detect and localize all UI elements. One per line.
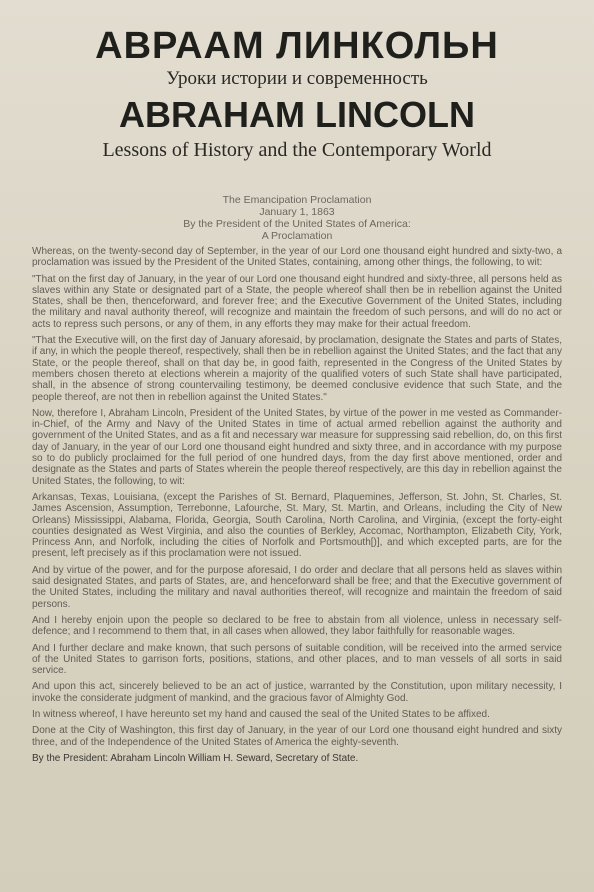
signature-line: By the President: Abraham Lincoln William H. Seward, Secretary of State. bbox=[32, 752, 359, 764]
subtitle-russian: Уроки истории и современность bbox=[166, 68, 428, 89]
paragraph: Whereas, on the twenty-second day of September, in the year of our Lord one thousand eight hundred and sixty-two, a proclamation was issued by the President of the United States, containing, among other things, the following, to wit: bbox=[32, 246, 562, 269]
paragraph: "That the Executive will, on the first day of January aforesaid, by proclamation, designate the States and parts of States, if any, in which the people thereof, respectively, shall then be in rebellion against the United States; and the fact that any State, or the people thereof, shall on that day be, in good faith, represented in the Congress of the United States by members chosen thereto at elections wherein a majority of the qualified voters of such State shall have participated, shall, in the absence of strong countervailing testimony, be deemed conclusive evidence that such State, and the people thereof, are not then in rebellion against the United States." bbox=[32, 335, 562, 403]
paragraph: And upon this act, sincerely believed to be an act of justice, warranted by the Constitution, upon military necessity, I invoke the considerate judgment of mankind, and the gracious favor of Almighty God. bbox=[32, 681, 562, 704]
paragraph: And I hereby enjoin upon the people so declared to be free to abstain from all violence, unless in necessary self-defence; and I recommend to them that, in all cases when allowed, they labor faithfully for reasonable wages. bbox=[32, 614, 562, 638]
document-date: January 1, 1863 bbox=[259, 206, 335, 218]
paragraph: "That on the first day of January, in the year of our Lord one thousand eight hundred and sixty-three, all persons held as slaves within any State or designated part of a State, the people whereof shall then be in rebellion against the United States, shall be then, thenceforward, and forever free; and the Executive Government of the United States, including the military and naval authority thereof, will recognize and maintain the freedom of such persons, and will do no act or acts to repress such persons, or any of them, in any efforts they may make for their actual freedom. bbox=[32, 273, 562, 330]
subtitle-english: Lessons of History and the Contemporary World bbox=[102, 139, 492, 161]
paragraph: And by virtue of the power, and for the purpose aforesaid, I do order and declare that all persons held as slaves within said designated States, and parts of States, are, and henceforward shall be free; and that the Executive government of the United States, including the military and naval authorities thereof, will recognize and maintain the freedom of said persons. bbox=[32, 564, 562, 610]
document-type: A Proclamation bbox=[261, 230, 333, 242]
paragraph: In witness whereof, I have hereunto set my hand and caused the seal of the United States to be affixed. bbox=[32, 708, 490, 720]
document-heading bbox=[32, 194, 562, 242]
title-english: ABRAHAM LINCOLN bbox=[119, 94, 475, 135]
paragraph: Done at the City of Washington, this first day of January, in the year of our Lord one thousand eight hundred and sixty three, and of the Independence of the United States of America the eighty-seventh. bbox=[32, 725, 562, 748]
document-title: The Emancipation Proclamation bbox=[222, 194, 372, 206]
paragraph: Arkansas, Texas, Louisiana, (except the Parishes of St. Bernard, Plaquemines, Jefferson, St. John, St. Charles, St. James Ascension, Assumption, Terrebonne, Lafourche, St. Mary, St. Martin, and Orleans, including the City of New Orleans) Mississippi, Alabama, Florida, Georgia, South Carolina, North Carolina, and Virginia, (except the forty-eight counties designated as West Virginia, and also the counties of Berkley, Accomac, Northampton, Elizabeth City, York, Princess Ann, and Norfolk, including the cities of Norfolk and Portsmouth[)], and which excepted parts, are for the present, left precisely as if this proclamation were not issued. bbox=[32, 491, 562, 560]
document-author-line: By the President of the United States of America: bbox=[183, 218, 411, 230]
document-body bbox=[32, 246, 562, 764]
paragraph: And I further declare and make known, that such persons of suitable condition, will be received into the armed service of the United States to garrison forts, positions, stations, and other places, and to man vessels of all sorts in said service. bbox=[32, 642, 562, 677]
title-russian: АВРААМ ЛИНКОЛЬН bbox=[95, 25, 499, 67]
paragraph: Now, therefore I, Abraham Lincoln, President of the United States, by virtue of the power in me vested as Commander-in-Chief, of the Army and Navy of the United States in time of actual armed rebellion against the authority and government of the United States, and as a fit and necessary war measure for suppressing said rebellion, do, on this first day of January, in the year of our Lord one thousand eight hundred and sixty three, and in accordance with my purpose so to do publicly proclaimed for the full period of one hundred days, from the day first above mentioned, order and designate as the States and parts of States wherein the people thereof respectively, are this day in rebellion against the United States, the following, to wit: bbox=[32, 407, 562, 487]
